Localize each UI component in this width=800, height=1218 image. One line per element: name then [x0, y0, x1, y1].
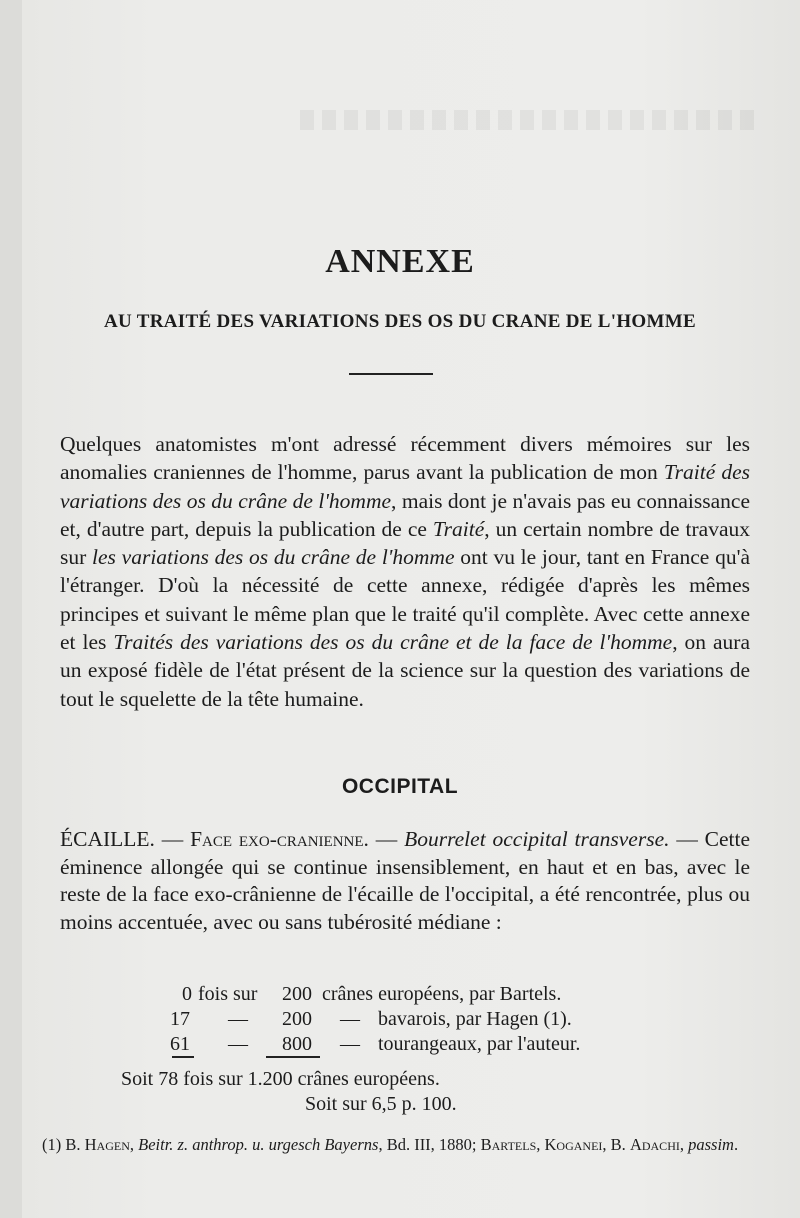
summary-line-1: Soit 78 fois sur 1.200 crânes européens. — [121, 1068, 440, 1090]
page-title: ANNEXE — [325, 243, 475, 280]
intro-italic-2: Traité — [432, 516, 485, 541]
footnote — [42, 1133, 754, 1157]
title-rule — [349, 373, 433, 375]
intro-italic-4: Traités des variations des os du crâne et de la face de l'homme — [113, 630, 673, 655]
stats-count: 61 — [170, 1033, 190, 1055]
footnote-text-4: , B. — [602, 1135, 630, 1154]
intro-text-4: ont vu le jour, tant en France qu'à l'étranger. D'où la nécessité de cette annexe, rédigée d'après les mêmes principes et suivant le même plan que le traité qu'il complète. Avec cette annexe et les — [60, 545, 750, 655]
footnote-text-6: . — [733, 1135, 739, 1154]
stats-total: 800 — [282, 1033, 312, 1055]
ecaille-body: — Cette éminence allongée qui se continue insensiblement, en haut et en bas, avec le reste de la face exo-crânienne de l'écaille de l'occipital, a été rencontrée, plus ou moins accentuée, avec ou sans tubérosité médiane : — [60, 827, 751, 934]
footnote-text-1: , — [129, 1135, 139, 1154]
stats-total: 200 — [282, 983, 312, 1005]
stats-sep: — — [340, 1008, 360, 1030]
intro-italic-3: les variations des os du crâne de l'homme — [92, 545, 455, 570]
footnote-text-3: , — [536, 1135, 545, 1154]
ecaille-smallcaps: Face exo-cranienne. — [190, 827, 369, 851]
intro-text-5: , on aura un exposé fidèle de l'état présent de la science sur la question des variations de tout le squelette de la tête humaine. — [60, 630, 751, 711]
section-title: OCCIPITAL — [341, 775, 459, 798]
ecaille-dash: — — [368, 827, 405, 851]
intro-text-1: Quelques anatomistes m'ont adressé récemment divers mémoires sur les anomalies craniennes de l'homme, parus avant la publication de mon — [60, 432, 750, 485]
stats-sep: — — [340, 1033, 360, 1055]
show-through-bleed — [300, 110, 760, 130]
stats-count: 0 — [182, 983, 192, 1005]
intro-paragraph — [60, 430, 750, 713]
stats-mid: — — [228, 1033, 248, 1055]
footnote-author-1: Hagen — [84, 1135, 130, 1154]
sum-rule-count — [172, 1056, 194, 1058]
stats-desc: crânes européens, par Bartels. — [322, 983, 562, 1005]
sum-rule-total — [266, 1056, 320, 1058]
stats-total: 200 — [282, 1008, 312, 1030]
ecaille-paragraph — [60, 826, 750, 936]
ecaille-italic: Bourrelet occipital transverse. — [404, 827, 670, 851]
stats-desc: bavarois, par Hagen (1). — [378, 1008, 572, 1030]
page-left-edge — [0, 0, 22, 1218]
page-subtitle: AU TRAITÉ DES VARIATIONS DES OS DU CRANE DE L'HOMME — [104, 311, 696, 332]
intro-text-2: , mais dont je n'avais pas eu connaissance et, d'autre part, depuis la publication de ce — [60, 488, 750, 541]
stats-mid: — — [228, 1008, 248, 1030]
intro-italic-1: Traité des variations des os du crâne de l'homme — [60, 460, 751, 513]
ecaille-lead: ÉCAILLE. — — [60, 827, 191, 851]
footnote-text-5: , — [679, 1135, 689, 1154]
summary-line-2: Soit sur 6,5 p. 100. — [305, 1093, 457, 1115]
intro-text-3: , un certain nombre de travaux sur — [60, 516, 751, 570]
stats-mid: fois sur — [198, 983, 258, 1005]
footnote-journal: Beitr. z. anthrop. u. urgesch Bayerns — [138, 1135, 379, 1154]
footnote-author-4: Adachi — [629, 1135, 680, 1154]
footnote-text-2: , Bd. III, 1880; — [378, 1135, 481, 1154]
footnote-passim: passim — [688, 1135, 734, 1154]
stats-desc: tourangeaux, par l'auteur. — [378, 1033, 581, 1055]
stats-count: 17 — [170, 1008, 190, 1030]
footnote-author-2: Bartels — [480, 1135, 537, 1154]
footnote-author-3: Koganei — [544, 1135, 603, 1154]
footnote-num: (1) B. — [42, 1135, 85, 1154]
